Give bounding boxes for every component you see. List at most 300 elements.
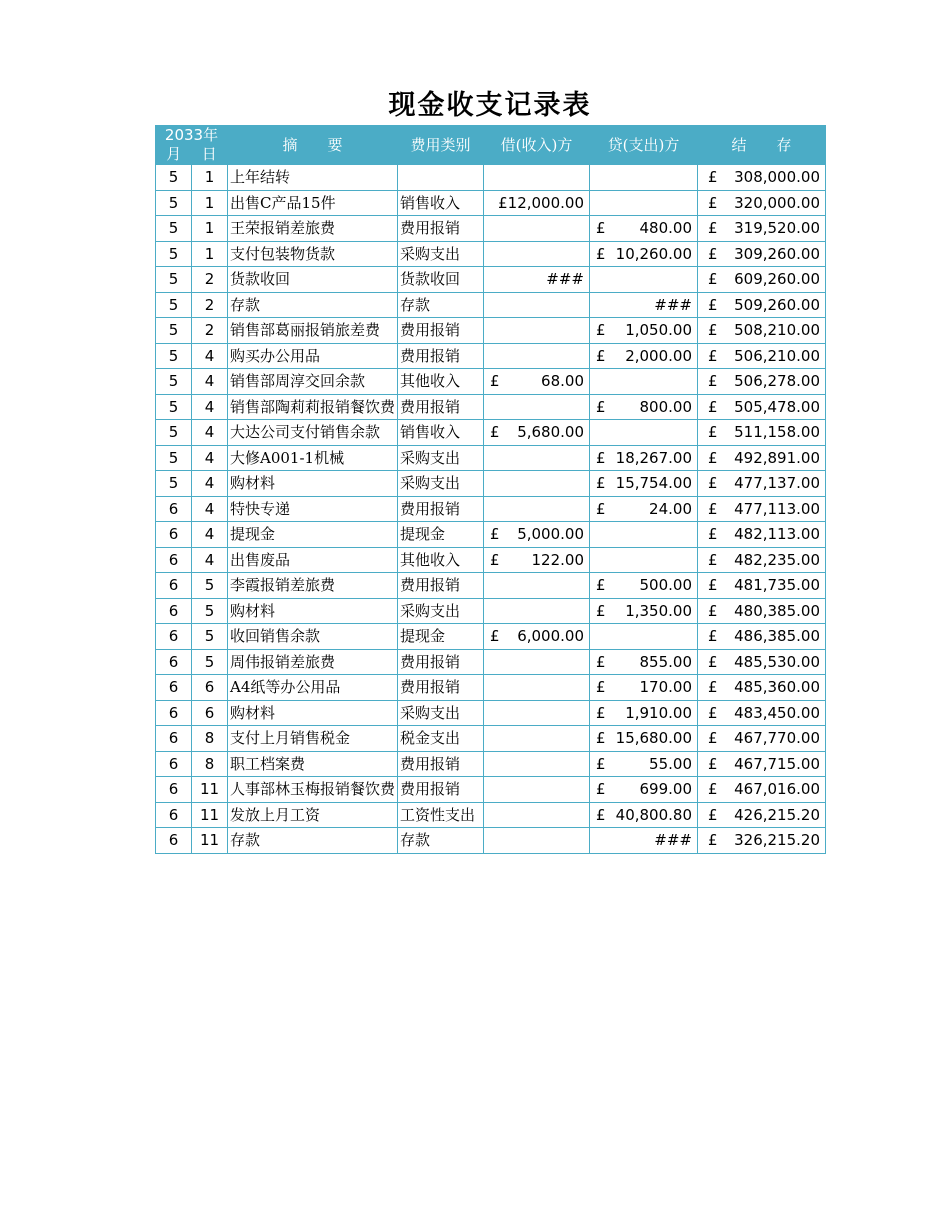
balance-cell-currency: £ — [708, 448, 718, 467]
month-cell[interactable]: 6 — [156, 624, 192, 650]
balance-cell-value: 485,360.00 — [734, 678, 820, 696]
balance-cell[interactable] — [698, 496, 826, 522]
day-cell[interactable]: 1 — [192, 241, 228, 267]
category-cell[interactable]: 销售收入 — [398, 190, 484, 216]
month-cell[interactable]: 5 — [156, 267, 192, 293]
debit-cell-currency: £ — [490, 525, 500, 543]
balance-cell-currency: £ — [708, 346, 718, 365]
credit-cell-currency: £ — [596, 474, 606, 492]
day-cell[interactable]: 1 — [192, 165, 228, 191]
debit-cell[interactable] — [484, 394, 590, 420]
summary-cell[interactable]: 人事部林玉梅报销餐饮费 — [228, 777, 398, 803]
balance-cell-currency: £ — [708, 601, 718, 620]
balance-cell-currency: £ — [708, 652, 718, 671]
category-cell[interactable]: 费用报销 — [398, 394, 484, 420]
balance-cell[interactable] — [698, 241, 826, 267]
balance-cell[interactable] — [698, 522, 826, 548]
credit-cell-currency: £ — [596, 780, 606, 798]
day-cell[interactable]: 2 — [192, 292, 228, 318]
summary-cell[interactable]: 王荣报销差旅费 — [228, 216, 398, 242]
balance-cell-currency: £ — [708, 576, 718, 594]
balance-cell-currency: £ — [708, 678, 718, 696]
credit-cell-currency: £ — [596, 576, 606, 594]
credit-cell-value: 55.00 — [649, 754, 692, 773]
summary-cell[interactable]: 销售部陶莉莉报销餐饮费 — [228, 394, 398, 420]
credit-cell-value: 800.00 — [639, 397, 692, 416]
category-cell[interactable]: 提现金 — [398, 624, 484, 650]
credit-cell[interactable] — [590, 802, 698, 828]
category-cell[interactable]: 销售收入 — [398, 420, 484, 446]
balance-cell[interactable] — [698, 700, 826, 726]
category-cell[interactable]: 采购支出 — [398, 598, 484, 624]
table-row — [156, 726, 826, 752]
debit-cell[interactable] — [484, 522, 590, 548]
debit-cell[interactable] — [484, 165, 590, 191]
balance-cell[interactable] — [698, 216, 826, 242]
debit-cell[interactable] — [484, 598, 590, 624]
debit-cell[interactable] — [484, 624, 590, 650]
balance-cell[interactable] — [698, 369, 826, 395]
summary-cell[interactable]: 上年结转 — [228, 165, 398, 191]
debit-cell[interactable] — [484, 343, 590, 369]
credit-cell[interactable] — [590, 547, 698, 573]
summary-cell[interactable]: 支付包装物货款 — [228, 241, 398, 267]
credit-cell[interactable] — [590, 318, 698, 344]
table-row — [156, 649, 826, 675]
credit-cell[interactable] — [590, 267, 698, 293]
month-cell[interactable]: 6 — [156, 496, 192, 522]
balance-cell[interactable] — [698, 165, 826, 191]
month-cell[interactable]: 6 — [156, 802, 192, 828]
table-row — [156, 675, 826, 701]
debit-cell-currency: £ — [490, 372, 500, 390]
balance-cell-currency: £ — [708, 729, 718, 747]
balance-cell[interactable] — [698, 292, 826, 318]
category-cell[interactable]: 提现金 — [398, 522, 484, 548]
credit-cell-value: 480.00 — [639, 219, 692, 237]
credit-cell-value: 24.00 — [649, 499, 692, 518]
summary-cell[interactable]: 存款 — [228, 828, 398, 854]
credit-cell-currency: £ — [596, 244, 606, 263]
month-cell[interactable]: 6 — [156, 573, 192, 599]
debit-cell-value: 122.00 — [531, 550, 584, 569]
balance-cell-value: 477,137.00 — [734, 474, 820, 492]
credit-cell[interactable] — [590, 777, 698, 803]
debit-cell[interactable] — [484, 318, 590, 344]
credit-cell[interactable] — [590, 343, 698, 369]
balance-cell-currency: £ — [708, 627, 718, 645]
debit-cell-value: 5,000.00 — [517, 525, 584, 543]
credit-cell[interactable] — [590, 369, 698, 395]
summary-cell[interactable]: 购买办公用品 — [228, 343, 398, 369]
debit-cell[interactable] — [484, 241, 590, 267]
balance-cell-value: 506,278.00 — [734, 372, 820, 390]
balance-cell[interactable] — [698, 318, 826, 344]
debit-cell[interactable] — [484, 292, 590, 318]
debit-cell[interactable] — [484, 471, 590, 497]
table-row — [156, 165, 826, 191]
page-title: 现金收支记录表 — [388, 90, 592, 121]
month-cell[interactable]: 5 — [156, 471, 192, 497]
category-cell[interactable]: 采购支出 — [398, 700, 484, 726]
balance-cell-currency: £ — [708, 244, 718, 263]
day-cell[interactable]: 11 — [192, 828, 228, 854]
credit-cell-value: 15,754.00 — [615, 474, 692, 492]
category-cell[interactable] — [398, 165, 484, 191]
debit-cell[interactable] — [484, 828, 590, 854]
category-cell[interactable]: 货款收回 — [398, 267, 484, 293]
day-cell[interactable]: 11 — [192, 802, 228, 828]
credit-cell[interactable] — [590, 496, 698, 522]
balance-cell-currency: £ — [708, 423, 718, 441]
month-cell[interactable]: 5 — [156, 343, 192, 369]
credit-cell-value: 1,050.00 — [625, 321, 692, 339]
day-cell[interactable]: 4 — [192, 471, 228, 497]
month-cell[interactable]: 5 — [156, 292, 192, 318]
month-cell[interactable]: 6 — [156, 675, 192, 701]
table-row — [156, 573, 826, 599]
balance-cell-currency: £ — [708, 474, 718, 492]
table-row — [156, 522, 826, 548]
balance-cell-value: 467,770.00 — [734, 729, 820, 747]
balance-cell[interactable] — [698, 267, 826, 293]
month-cell[interactable]: 5 — [156, 216, 192, 242]
header-day: 日 — [201, 145, 217, 163]
category-cell[interactable]: 存款 — [398, 292, 484, 318]
credit-cell-currency: £ — [596, 321, 606, 339]
month-cell[interactable]: 5 — [156, 445, 192, 471]
table-row — [156, 241, 826, 267]
summary-cell[interactable]: 特快专递 — [228, 496, 398, 522]
credit-cell[interactable] — [590, 522, 698, 548]
debit-cell[interactable] — [484, 547, 590, 573]
category-cell[interactable]: 工资性支出 — [398, 802, 484, 828]
credit-cell[interactable] — [590, 573, 698, 599]
table-row — [156, 216, 826, 242]
balance-cell-value: 609,260.00 — [734, 270, 820, 288]
summary-cell[interactable]: 大修A001-1机械 — [228, 445, 398, 471]
credit-cell-currency: £ — [596, 346, 606, 365]
day-cell[interactable]: 4 — [192, 394, 228, 420]
balance-cell-currency: £ — [708, 831, 718, 849]
day-cell[interactable]: 5 — [192, 573, 228, 599]
day-cell[interactable]: 4 — [192, 343, 228, 369]
credit-cell-currency: £ — [596, 397, 606, 416]
credit-cell[interactable] — [590, 675, 698, 701]
credit-cell-value: 170.00 — [639, 678, 692, 696]
day-cell[interactable]: 4 — [192, 547, 228, 573]
debit-cell[interactable] — [484, 726, 590, 752]
balance-cell-value: 481,735.00 — [734, 576, 820, 594]
day-cell[interactable]: 4 — [192, 369, 228, 395]
balance-cell[interactable] — [698, 471, 826, 497]
summary-cell[interactable]: 职工档案费 — [228, 751, 398, 777]
day-cell[interactable]: 2 — [192, 267, 228, 293]
credit-cell-value: 18,267.00 — [615, 448, 692, 467]
category-cell[interactable]: 费用报销 — [398, 318, 484, 344]
header-row — [156, 126, 826, 165]
credit-cell-value: 15,680.00 — [615, 729, 692, 747]
header-credit: 贷(支出)方 — [590, 126, 698, 165]
day-cell[interactable]: 1 — [192, 190, 228, 216]
debit-cell[interactable] — [484, 700, 590, 726]
credit-cell[interactable] — [590, 700, 698, 726]
day-cell[interactable]: 1 — [192, 216, 228, 242]
category-cell[interactable]: 费用报销 — [398, 573, 484, 599]
credit-cell-currency: £ — [596, 499, 606, 518]
day-cell[interactable]: 4 — [192, 420, 228, 446]
summary-cell[interactable]: 购材料 — [228, 598, 398, 624]
table-row — [156, 369, 826, 395]
category-cell[interactable]: 费用报销 — [398, 649, 484, 675]
table-row — [156, 190, 826, 216]
category-cell[interactable]: 其他收入 — [398, 547, 484, 573]
day-cell[interactable]: 11 — [192, 777, 228, 803]
table-row — [156, 828, 826, 854]
summary-cell[interactable]: 销售部葛丽报销旅差费 — [228, 318, 398, 344]
category-cell[interactable]: 费用报销 — [398, 496, 484, 522]
header-balance: 结 存 — [698, 126, 826, 165]
debit-cell-currency: £ — [490, 423, 500, 441]
balance-cell-value: 482,235.00 — [734, 550, 820, 569]
day-cell[interactable]: 5 — [192, 649, 228, 675]
balance-cell[interactable] — [698, 573, 826, 599]
day-cell[interactable]: 5 — [192, 598, 228, 624]
debit-cell[interactable] — [484, 369, 590, 395]
table-row — [156, 420, 826, 446]
summary-cell[interactable]: 支付上月销售税金 — [228, 726, 398, 752]
debit-cell[interactable] — [484, 496, 590, 522]
credit-cell-value: 40,800.80 — [615, 805, 692, 824]
credit-cell[interactable] — [590, 394, 698, 420]
balance-cell-value: 480,385.00 — [734, 601, 820, 620]
credit-cell-currency: £ — [596, 219, 606, 237]
balance-cell-value: 320,000.00 — [734, 193, 820, 212]
debit-cell[interactable] — [484, 649, 590, 675]
day-cell[interactable]: 2 — [192, 318, 228, 344]
table-row — [156, 802, 826, 828]
credit-cell[interactable] — [590, 726, 698, 752]
day-cell[interactable]: 4 — [192, 445, 228, 471]
month-cell[interactable]: 6 — [156, 598, 192, 624]
month-cell[interactable]: 5 — [156, 420, 192, 446]
debit-cell[interactable] — [484, 445, 590, 471]
debit-cell[interactable] — [484, 802, 590, 828]
table-row — [156, 751, 826, 777]
summary-cell[interactable]: 收回销售余款 — [228, 624, 398, 650]
credit-cell-value: ### — [654, 831, 692, 849]
balance-cell[interactable] — [698, 751, 826, 777]
balance-cell[interactable] — [698, 394, 826, 420]
month-cell[interactable]: 5 — [156, 241, 192, 267]
credit-cell[interactable] — [590, 445, 698, 471]
day-cell[interactable]: 5 — [192, 624, 228, 650]
category-cell[interactable]: 税金支出 — [398, 726, 484, 752]
debit-cell[interactable] — [484, 573, 590, 599]
balance-cell[interactable] — [698, 343, 826, 369]
credit-cell-currency: £ — [596, 601, 606, 620]
credit-cell-value: 1,350.00 — [625, 601, 692, 620]
balance-cell[interactable] — [698, 828, 826, 854]
category-cell[interactable]: 费用报销 — [398, 777, 484, 803]
credit-cell[interactable] — [590, 420, 698, 446]
month-cell[interactable]: 6 — [156, 649, 192, 675]
balance-cell-currency: £ — [708, 219, 718, 237]
table-row — [156, 445, 826, 471]
balance-cell-currency: £ — [708, 805, 718, 824]
table-row — [156, 624, 826, 650]
balance-cell-currency: £ — [708, 525, 718, 543]
category-cell[interactable]: 采购支出 — [398, 471, 484, 497]
header-date — [156, 126, 228, 165]
credit-cell-currency: £ — [596, 754, 606, 773]
balance-cell-currency: £ — [708, 321, 718, 339]
credit-cell[interactable] — [590, 598, 698, 624]
summary-cell[interactable]: 出售废品 — [228, 547, 398, 573]
credit-cell-value: 2,000.00 — [625, 346, 692, 365]
balance-cell[interactable] — [698, 802, 826, 828]
summary-cell[interactable]: 周伟报销差旅费 — [228, 649, 398, 675]
month-cell[interactable]: 5 — [156, 394, 192, 420]
debit-cell-value: £12,000.00 — [498, 193, 584, 212]
debit-cell-value: 68.00 — [541, 372, 584, 390]
debit-cell-currency: £ — [490, 627, 500, 645]
debit-cell-value: 5,680.00 — [517, 423, 584, 441]
credit-cell[interactable] — [590, 241, 698, 267]
balance-cell-value: 506,210.00 — [734, 346, 820, 365]
debit-cell[interactable] — [484, 751, 590, 777]
balance-cell[interactable] — [698, 624, 826, 650]
debit-cell[interactable] — [484, 420, 590, 446]
balance-cell-value: 483,450.00 — [734, 703, 820, 722]
table-row — [156, 318, 826, 344]
category-cell[interactable]: 存款 — [398, 828, 484, 854]
summary-cell[interactable]: 销售部周淳交回余款 — [228, 369, 398, 395]
balance-cell-currency: £ — [708, 397, 718, 416]
credit-cell[interactable] — [590, 292, 698, 318]
balance-cell-value: 492,891.00 — [734, 448, 820, 467]
credit-cell[interactable] — [590, 216, 698, 242]
summary-cell[interactable]: A4纸等办公用品 — [228, 675, 398, 701]
header-debit: 借(收入)方 — [484, 126, 590, 165]
category-cell[interactable]: 费用报销 — [398, 343, 484, 369]
balance-cell[interactable] — [698, 445, 826, 471]
credit-cell[interactable] — [590, 471, 698, 497]
month-cell[interactable]: 5 — [156, 165, 192, 191]
summary-cell[interactable]: 货款收回 — [228, 267, 398, 293]
balance-cell-value: 505,478.00 — [734, 397, 820, 416]
table-row — [156, 292, 826, 318]
month-cell[interactable]: 6 — [156, 751, 192, 777]
credit-cell-currency: £ — [596, 678, 606, 696]
credit-cell-currency: £ — [596, 703, 606, 722]
credit-cell-currency: £ — [596, 448, 606, 467]
summary-cell[interactable]: 提现金 — [228, 522, 398, 548]
balance-cell[interactable] — [698, 777, 826, 803]
header-month: 月 — [166, 145, 182, 163]
table-row — [156, 471, 826, 497]
credit-cell-value: 699.00 — [639, 780, 692, 798]
month-cell[interactable]: 6 — [156, 828, 192, 854]
summary-cell[interactable]: 购材料 — [228, 700, 398, 726]
summary-cell[interactable]: 存款 — [228, 292, 398, 318]
credit-cell[interactable] — [590, 649, 698, 675]
category-cell[interactable]: 采购支出 — [398, 241, 484, 267]
balance-cell-currency: £ — [708, 499, 718, 518]
summary-cell[interactable]: 李霞报销差旅费 — [228, 573, 398, 599]
balance-cell-value: 467,016.00 — [734, 780, 820, 798]
balance-cell[interactable] — [698, 598, 826, 624]
balance-cell-value: 326,215.20 — [734, 831, 820, 849]
balance-cell-value: 309,260.00 — [734, 244, 820, 263]
month-cell[interactable]: 6 — [156, 777, 192, 803]
day-cell[interactable]: 4 — [192, 496, 228, 522]
day-cell[interactable]: 6 — [192, 675, 228, 701]
debit-cell[interactable] — [484, 190, 590, 216]
debit-cell[interactable] — [484, 675, 590, 701]
summary-cell[interactable]: 购材料 — [228, 471, 398, 497]
balance-cell-value: 486,385.00 — [734, 627, 820, 645]
balance-cell[interactable] — [698, 547, 826, 573]
balance-cell-value: 426,215.20 — [734, 805, 820, 824]
header-summary: 摘 要 — [228, 126, 398, 165]
credit-cell[interactable] — [590, 165, 698, 191]
debit-cell[interactable] — [484, 777, 590, 803]
month-cell[interactable]: 5 — [156, 318, 192, 344]
day-cell[interactable]: 4 — [192, 522, 228, 548]
balance-cell-value: 509,260.00 — [734, 295, 820, 314]
month-cell[interactable]: 6 — [156, 522, 192, 548]
balance-cell[interactable] — [698, 190, 826, 216]
balance-cell[interactable] — [698, 420, 826, 446]
category-cell[interactable]: 其他收入 — [398, 369, 484, 395]
category-cell[interactable]: 费用报销 — [398, 675, 484, 701]
balance-cell-currency: £ — [708, 780, 718, 798]
month-cell[interactable]: 5 — [156, 369, 192, 395]
summary-cell[interactable]: 出售C产品15件 — [228, 190, 398, 216]
category-cell[interactable]: 费用报销 — [398, 751, 484, 777]
summary-cell[interactable]: 大达公司支付销售余款 — [228, 420, 398, 446]
day-cell[interactable]: 8 — [192, 751, 228, 777]
day-cell[interactable]: 6 — [192, 700, 228, 726]
month-cell[interactable]: 6 — [156, 547, 192, 573]
balance-cell[interactable] — [698, 675, 826, 701]
debit-cell[interactable] — [484, 216, 590, 242]
summary-cell[interactable]: 发放上月工资 — [228, 802, 398, 828]
balance-cell-value: 319,520.00 — [734, 219, 820, 237]
month-cell[interactable]: 6 — [156, 726, 192, 752]
credit-cell[interactable] — [590, 751, 698, 777]
category-cell[interactable]: 采购支出 — [398, 445, 484, 471]
balance-cell-currency: £ — [708, 550, 718, 569]
balance-cell[interactable] — [698, 726, 826, 752]
credit-cell[interactable] — [590, 624, 698, 650]
balance-cell-value: 482,113.00 — [734, 525, 820, 543]
credit-cell[interactable] — [590, 190, 698, 216]
day-cell[interactable]: 8 — [192, 726, 228, 752]
table-row — [156, 496, 826, 522]
debit-cell[interactable] — [484, 267, 590, 293]
balance-cell-currency: £ — [708, 168, 718, 186]
balance-cell[interactable] — [698, 649, 826, 675]
balance-cell-value: 467,715.00 — [734, 754, 820, 773]
balance-cell-currency: £ — [708, 295, 718, 314]
balance-cell-value: 511,158.00 — [734, 423, 820, 441]
category-cell[interactable]: 费用报销 — [398, 216, 484, 242]
month-cell[interactable]: 6 — [156, 700, 192, 726]
month-cell[interactable]: 5 — [156, 190, 192, 216]
credit-cell[interactable] — [590, 828, 698, 854]
